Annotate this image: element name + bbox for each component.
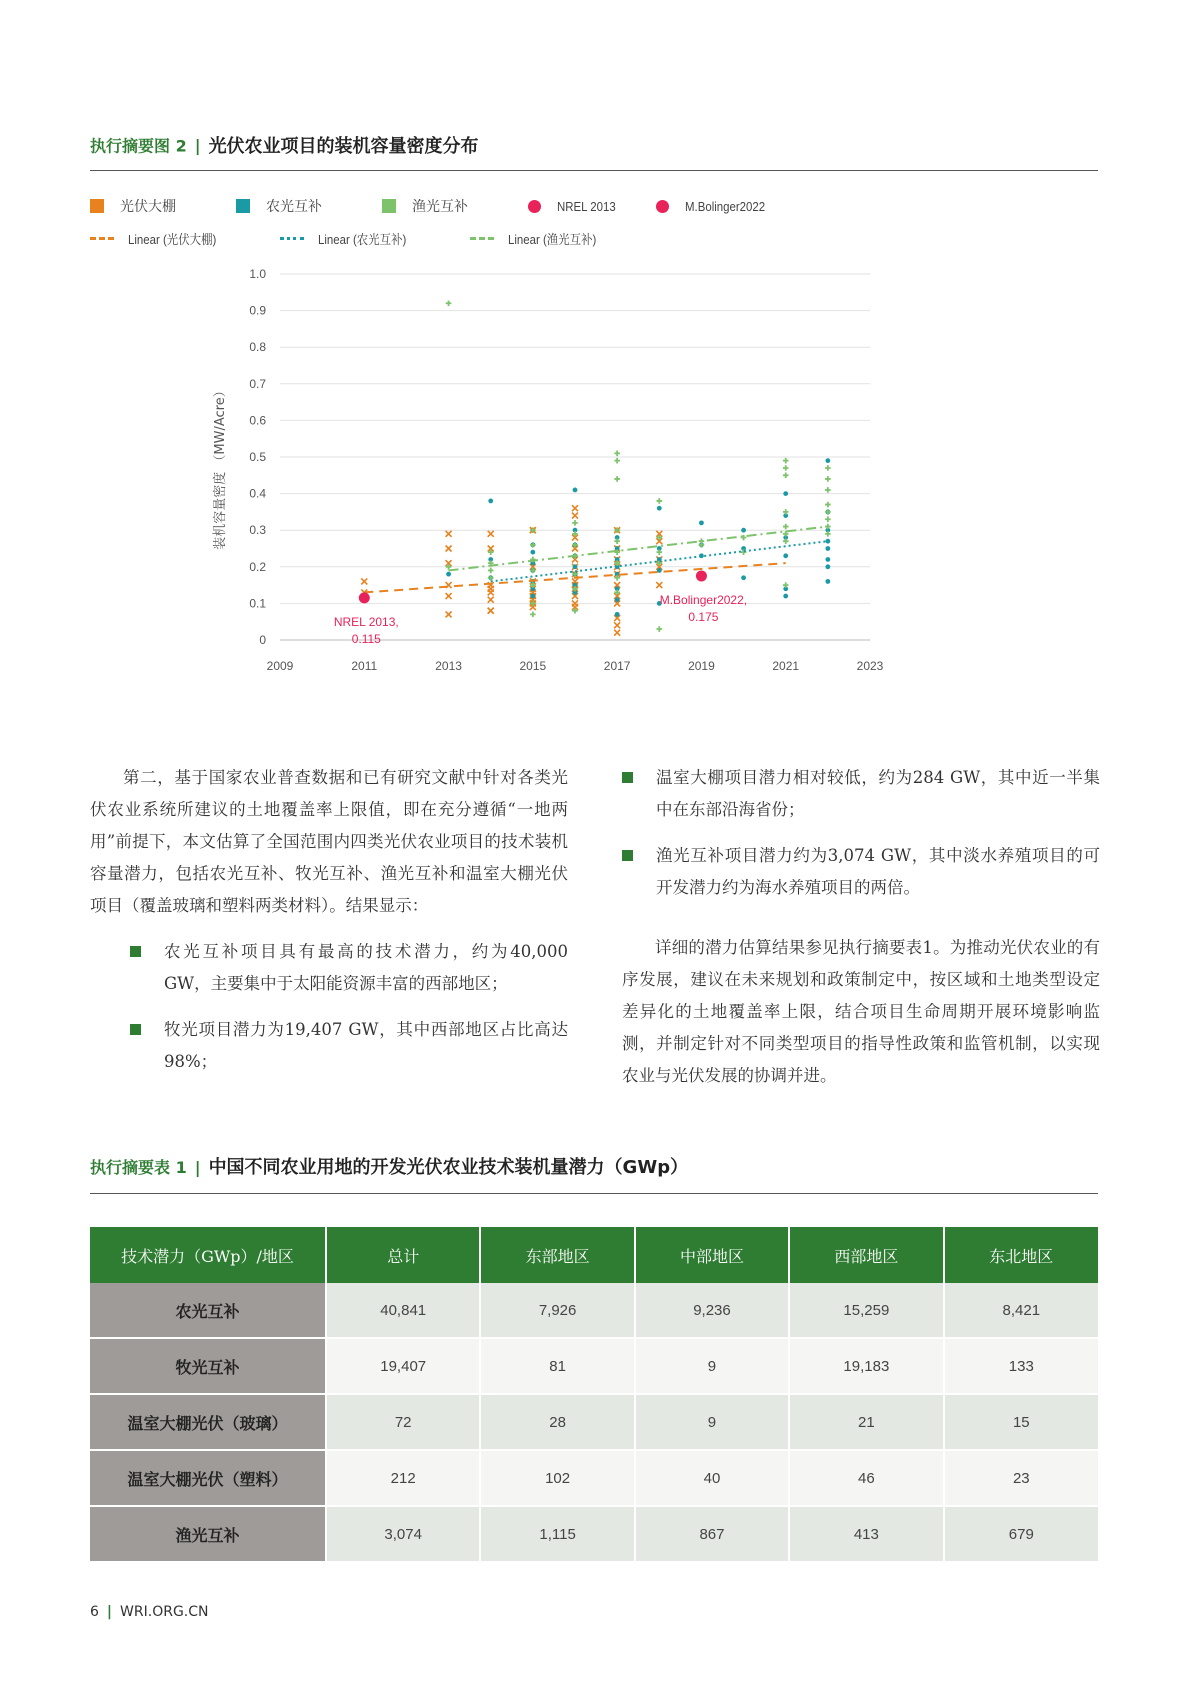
row-header: 渔光互补 — [90, 1506, 326, 1562]
data-point-greenhouse — [446, 593, 452, 599]
right-column — [622, 762, 1100, 1092]
legend-label: 光伏大棚 — [120, 199, 176, 215]
footer-separator: | — [106, 1604, 113, 1620]
y-tick-label: 0.5 — [249, 450, 266, 464]
data-point-greenhouse — [446, 531, 452, 537]
highlight-label: M.Bolinger2022, — [659, 592, 748, 607]
data-point-fishery — [783, 458, 789, 464]
data-point-fishery — [446, 300, 452, 306]
table-cell: 19,407 — [326, 1338, 480, 1394]
data-point-agri — [657, 506, 662, 511]
table-cell: 8,421 — [944, 1283, 1098, 1338]
table-cell: 133 — [944, 1338, 1098, 1394]
data-point-fishery — [699, 542, 705, 548]
legend-item-agri — [236, 196, 322, 218]
data-point-fishery — [488, 575, 494, 581]
data-point-fishery — [825, 476, 831, 482]
data-point-agri — [783, 491, 788, 496]
legend-label: M.Bolinger2022 — [685, 199, 766, 214]
table-cell: 867 — [635, 1506, 789, 1562]
data-point-greenhouse — [614, 630, 620, 636]
data-point-agri — [488, 499, 493, 504]
data-point-fishery — [783, 465, 789, 471]
y-tick-label: 0.2 — [249, 559, 266, 574]
legend-square-green — [382, 199, 396, 213]
table-cell: 21 — [789, 1394, 943, 1450]
legend-row-markers — [90, 196, 1090, 218]
table-cell: 3,074 — [326, 1506, 480, 1562]
data-point-fishery — [783, 524, 789, 530]
table-cell: 212 — [326, 1450, 480, 1506]
figure-header — [90, 132, 1098, 171]
table-cell: 9,236 — [635, 1283, 789, 1338]
intro-paragraph: 第二，基于国家农业普查数据和已有研究文献中针对各类光伏农业系统所建议的土地覆盖率上限值，即在充分遵循“一地两用”前提下，本文估算了全国范围内四类光伏农业项目的技术装机容量潜力，包括农光互补、牧光互补、渔光互补和温室大棚光伏项目（覆盖玻璃和塑料两类材料）。结果显示： — [90, 768, 568, 915]
data-point-fishery — [530, 612, 536, 618]
table-row — [90, 1506, 1098, 1562]
bullet-item: 温室大棚项目潜力相对较低，约为284 GW，其中近一半集中在东部沿海省份； — [622, 762, 1100, 826]
legend-line-swatch — [90, 237, 114, 240]
data-point-greenhouse — [488, 597, 494, 603]
table-cell: 40 — [635, 1450, 789, 1506]
data-point-fishery — [825, 502, 831, 508]
bullet-item: 牧光项目潜力为19,407 GW，其中西部地区占比高达98%； — [90, 1014, 568, 1078]
table-cell: 81 — [480, 1338, 634, 1394]
y-tick-label: 0 — [259, 633, 266, 647]
data-point-agri — [783, 594, 788, 599]
legend-item-greenhouse — [90, 196, 176, 218]
x-tick-label: 2021 — [772, 659, 800, 673]
y-axis-label: 装机容量密度 （MW/Acre） — [213, 384, 228, 550]
table-cell: 28 — [480, 1394, 634, 1450]
page-footer — [90, 1604, 209, 1620]
table-title: 中国不同农业用地的开发光伏农业技术装机量潜力（GWp） — [208, 1157, 689, 1178]
data-point-agri — [615, 597, 620, 602]
column-header: 技术潜力（GWp）/地区 — [90, 1227, 326, 1283]
data-point-greenhouse — [572, 513, 578, 519]
data-point-greenhouse — [488, 608, 494, 614]
legend-label: Linear (光伏大棚) — [128, 232, 217, 247]
x-tick-label: 2013 — [435, 659, 462, 673]
data-point-agri — [825, 557, 830, 562]
table-tag: 执行摘要表 1 — [90, 1158, 187, 1177]
column-header: 西部地区 — [789, 1227, 943, 1283]
column-header: 总计 — [326, 1227, 480, 1283]
table-cell: 9 — [635, 1394, 789, 1450]
legend-label: 渔光互补 — [412, 199, 468, 215]
table-cell: 72 — [326, 1394, 480, 1450]
legend-line-agri — [280, 229, 418, 251]
data-point-greenhouse — [446, 546, 452, 552]
x-tick-label: 2019 — [688, 659, 715, 673]
highlight-label: 0.115 — [351, 631, 381, 646]
highlight-label: NREL 2013, — [333, 614, 399, 629]
data-point-fishery — [783, 509, 789, 515]
data-point-fishery — [656, 549, 662, 555]
table-row — [90, 1283, 1098, 1338]
data-point-fishery — [656, 626, 662, 632]
y-tick-label: 0.9 — [249, 303, 266, 318]
data-point-greenhouse — [572, 505, 578, 511]
data-point-agri — [615, 612, 620, 617]
data-point-fishery — [825, 516, 831, 522]
legend-item-fishery — [382, 196, 468, 218]
x-tick-label: 2023 — [856, 659, 884, 673]
data-point-fishery — [488, 568, 494, 574]
table-row — [90, 1394, 1098, 1450]
legend-label: Linear (农光互补) — [318, 232, 407, 247]
legend-line-swatch — [280, 237, 304, 240]
data-point-fishery — [783, 473, 789, 479]
column-header: 中部地区 — [635, 1227, 789, 1283]
row-header: 农光互补 — [90, 1283, 326, 1338]
table-header-row — [90, 1227, 1098, 1283]
table-cell: 40,841 — [326, 1283, 480, 1338]
legend-dot-red — [656, 200, 669, 213]
data-point-agri — [573, 564, 578, 569]
data-point-agri — [741, 575, 746, 580]
x-tick-label: 2011 — [351, 659, 378, 673]
y-tick-label: 0.1 — [249, 596, 266, 611]
data-point-fishery — [825, 465, 831, 471]
x-tick-label: 2017 — [603, 659, 631, 673]
table-header — [90, 1153, 1098, 1194]
row-header: 温室大棚光伏（玻璃） — [90, 1394, 326, 1450]
data-point-fishery — [783, 538, 789, 544]
data-point-greenhouse — [488, 589, 494, 595]
table-cell: 679 — [944, 1506, 1098, 1562]
legend-label: Linear (渔光互补) — [508, 232, 597, 247]
data-point-agri — [530, 594, 535, 599]
table-cell: 102 — [480, 1450, 634, 1506]
legend-label: NREL 2013 — [557, 199, 616, 214]
bullet-item: 农光互补项目具有最高的技术潜力，约为40,000 GW，主要集中于太阳能资源丰富的西部地区； — [90, 936, 568, 1000]
data-point-agri — [825, 539, 830, 544]
highlight-point — [359, 592, 370, 603]
data-point-fishery — [614, 538, 620, 544]
table-row — [90, 1338, 1098, 1394]
right-bullet-list — [622, 762, 1100, 904]
data-point-agri — [741, 528, 746, 533]
data-point-agri — [825, 579, 830, 584]
legend-row-lines — [90, 229, 1090, 251]
legend-line-swatch — [470, 237, 494, 240]
table-cell: 7,926 — [480, 1283, 634, 1338]
y-tick-label: 1.0 — [249, 267, 266, 281]
row-header: 温室大棚光伏（塑料） — [90, 1450, 326, 1506]
legend-square-orange — [90, 199, 104, 213]
data-point-agri — [783, 553, 788, 558]
figure-tag: 执行摘要图 2 — [90, 136, 187, 156]
data-point-fishery — [656, 498, 662, 504]
data-point-fishery — [825, 487, 831, 493]
data-point-greenhouse — [446, 611, 452, 617]
y-tick-label: 0.8 — [249, 340, 266, 355]
data-point-greenhouse — [656, 582, 662, 588]
data-point-agri — [825, 564, 830, 569]
table-cell: 15 — [944, 1394, 1098, 1450]
data-point-fishery — [614, 476, 620, 482]
y-tick-label: 0.4 — [249, 486, 266, 501]
table-cell: 23 — [944, 1450, 1098, 1506]
legend-square-teal — [236, 199, 250, 213]
data-point-agri — [825, 458, 830, 463]
left-column — [90, 762, 568, 1092]
data-point-fishery — [530, 542, 536, 548]
data-point-fishery — [825, 531, 831, 537]
legend-dot-red — [528, 200, 541, 213]
table-cell: 9 — [635, 1338, 789, 1394]
data-point-fishery — [614, 458, 620, 464]
legend-line-fishery — [470, 229, 608, 251]
summary-paragraph: 详细的潜力估算结果参见执行摘要表1。为推动光伏农业的有序发展，建议在未来规划和政策制定中，按区域和土地类型设定差异化的土地覆盖率上限，结合项目生命周期开展环境影响监测，并制定针对不同类型项目的指导性政策和监管机制，以实现农业与光伏发展的协调并进。 — [622, 938, 1100, 1085]
data-point-greenhouse — [488, 531, 494, 537]
table-row — [90, 1450, 1098, 1506]
column-header: 东部地区 — [480, 1227, 634, 1283]
density-scatter-chart — [200, 262, 960, 722]
data-point-agri — [699, 520, 704, 525]
table-cell: 15,259 — [789, 1283, 943, 1338]
legend-label: 农光互补 — [266, 199, 322, 215]
left-bullet-list — [90, 936, 568, 1078]
data-point-agri — [825, 546, 830, 551]
row-header: 牧光互补 — [90, 1338, 326, 1394]
x-tick-label: 2009 — [266, 659, 294, 673]
figure-separator: | — [194, 135, 201, 155]
highlight-label: 0.175 — [688, 609, 719, 624]
bullet-item: 渔光互补项目潜力约为3,074 GW，其中淡水养殖项目的可开发潜力约为海水养殖项目的两倍。 — [622, 840, 1100, 904]
y-tick-label: 0.7 — [249, 376, 266, 391]
data-point-fishery — [572, 520, 578, 526]
data-point-agri — [446, 572, 451, 577]
y-tick-label: 0.3 — [249, 523, 266, 538]
footer-site: WRI.ORG.CN — [120, 1604, 209, 1620]
data-point-agri — [530, 550, 535, 555]
highlight-point — [696, 570, 707, 581]
legend-item-nrel — [528, 196, 624, 218]
table-cell: 413 — [789, 1506, 943, 1562]
data-point-fishery — [783, 582, 789, 588]
page-number: 6 — [90, 1604, 99, 1620]
table-cell: 19,183 — [789, 1338, 943, 1394]
x-tick-label: 2015 — [519, 659, 547, 673]
data-point-greenhouse — [614, 622, 620, 628]
table-cell: 46 — [789, 1450, 943, 1506]
figure-title: 光伏农业项目的装机容量密度分布 — [208, 136, 479, 157]
table-cell: 1,115 — [480, 1506, 634, 1562]
legend-item-bolinger — [656, 196, 776, 218]
column-header: 东北地区 — [944, 1227, 1098, 1283]
legend-line-greenhouse — [90, 229, 228, 251]
potential-table — [90, 1227, 1098, 1563]
data-point-agri — [573, 488, 578, 493]
data-point-fishery — [825, 524, 831, 530]
data-point-greenhouse — [361, 578, 367, 584]
table-separator: | — [194, 1158, 201, 1177]
data-point-fishery — [614, 451, 620, 457]
data-point-agri — [657, 568, 662, 573]
y-tick-label: 0.6 — [249, 413, 266, 428]
data-point-fishery — [825, 509, 831, 515]
